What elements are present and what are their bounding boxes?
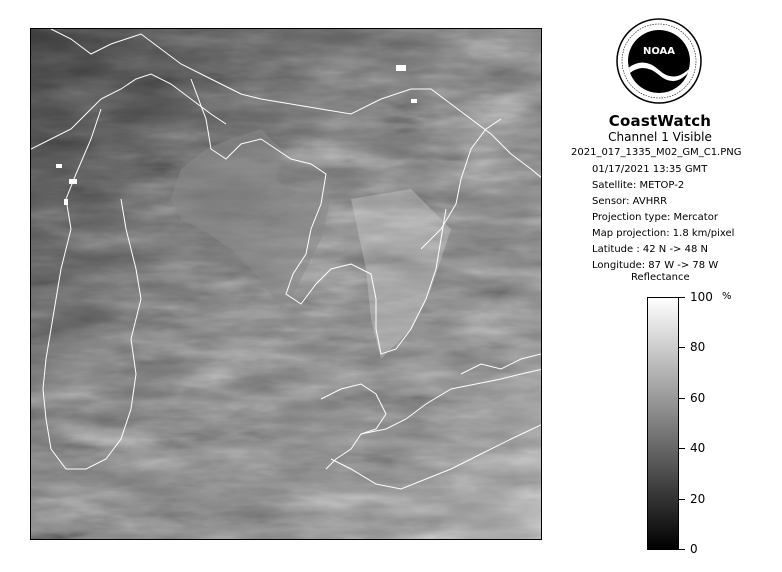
colorbar: [647, 297, 679, 550]
noaa-logo: [616, 18, 702, 104]
colorbar-tick-label: 20: [690, 491, 706, 506]
colorbar-tick: [679, 499, 685, 500]
colorbar-tick-label: 40: [690, 441, 706, 456]
colorbar-unit: %: [722, 291, 732, 302]
channel-title: Channel 1 Visible: [608, 130, 712, 144]
colorbar-tick: [679, 347, 685, 348]
noaa-logo-text: NOAA: [642, 46, 676, 57]
colorbar-tick-label: 100: [690, 290, 713, 304]
colorbar-tick-label: 60: [690, 390, 706, 405]
satellite-image: [31, 29, 542, 540]
longitude: Longitude: 87 W -> 78 W: [592, 260, 719, 271]
colorbar-tick: [679, 297, 685, 298]
colorbar-tick: [679, 448, 685, 449]
colorbar-tick: [679, 549, 685, 550]
filename: 2021_017_1335_M02_GM_C1.PNG: [571, 147, 742, 158]
projection-type: Projection type: Mercator: [592, 212, 718, 223]
brand-title: CoastWatch: [608, 112, 712, 130]
satellite-map: [30, 28, 542, 540]
datetime: 01/17/2021 13:35 GMT: [592, 164, 708, 175]
sensor: Sensor: AVHRR: [592, 196, 668, 207]
colorbar-title: Reflectance: [631, 272, 690, 283]
latitude: Latitude : 42 N -> 48 N: [592, 244, 708, 255]
colorbar-tick-label: 0: [690, 542, 698, 556]
colorbar-tick-label: 80: [690, 340, 706, 355]
map-projection: Map projection: 1.8 km/pixel: [592, 228, 735, 239]
colorbar-tick: [679, 398, 685, 399]
satellite: Satellite: METOP-2: [592, 180, 685, 191]
